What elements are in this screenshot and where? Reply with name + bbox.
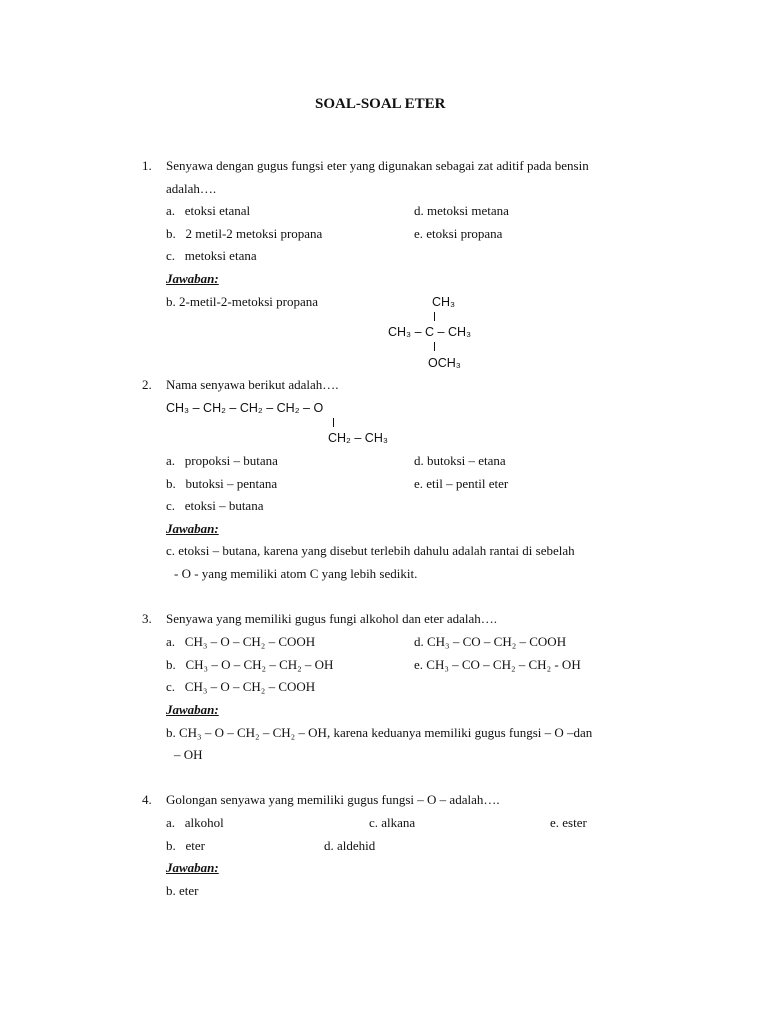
- answer-text: b. 2-metil-2-metoksi propana: [166, 294, 318, 309]
- question-text: Nama senyawa berikut adalah….: [166, 377, 339, 392]
- option-a: a. alkohol: [166, 815, 224, 830]
- question-number: 4.: [142, 792, 152, 807]
- answer-text: c. etoksi – butana, karena yang disebut terlebih dahulu adalah rantai di sebelah: [166, 543, 575, 558]
- formula-main: CH₃ – CH₂ – CH₂ – CH₂ – O: [166, 401, 324, 415]
- answer-text-cont: – OH: [174, 747, 203, 762]
- option-b: b. 2 metil-2 metoksi propana: [166, 226, 323, 241]
- question-number: 3.: [142, 611, 152, 626]
- option-c: c. etoksi – butana: [166, 498, 264, 513]
- question-number: 1.: [142, 158, 152, 173]
- option-d: d. aldehid: [324, 838, 376, 853]
- option-a: a. etoksi etanal: [166, 203, 251, 218]
- option-d: d. metoksi metana: [414, 203, 509, 218]
- answer-text: b. eter: [166, 883, 199, 898]
- option-e: e. etoksi propana: [414, 226, 503, 241]
- question-text: Senyawa dengan gugus fungsi eter yang digunakan sebagai zat aditif pada bensin: [166, 158, 589, 173]
- answer-label: Jawaban:: [166, 860, 219, 875]
- bond-line: [434, 312, 435, 321]
- structure-top: CH₃: [432, 295, 456, 309]
- option-e: e. CH₃ – CO – CH₂ – CH₂ - OH: [414, 657, 581, 672]
- answer-text-cont: - O - yang memiliki atom C yang lebih sedikit.: [174, 566, 418, 581]
- structure-bottom: OCH₃: [428, 356, 461, 370]
- option-b: b. CH₃ – O – CH₂ – CH₂ – OH: [166, 657, 334, 672]
- answer-label: Jawaban:: [166, 702, 219, 717]
- answer-label: Jawaban:: [166, 271, 219, 286]
- option-e: e. etil – pentil eter: [414, 476, 509, 491]
- question-text: Golongan senyawa yang memiliki gugus fungsi – O – adalah….: [166, 792, 500, 807]
- page-title: SOAL-SOAL ETER: [315, 96, 446, 112]
- question-text-cont: adalah….: [166, 181, 217, 196]
- bond-line: [434, 342, 435, 351]
- option-a: a. CH₃ – O – CH₂ – COOH: [166, 634, 316, 649]
- option-c: c. metoksi etana: [166, 248, 257, 263]
- question-number: 2.: [142, 377, 152, 392]
- answer-text: b. CH₃ – O – CH₂ – CH₂ – OH, karena keduanya memiliki gugus fungsi – O –dan: [166, 725, 593, 740]
- option-a: a. propoksi – butana: [166, 453, 278, 468]
- option-c: c. alkana: [369, 815, 416, 830]
- structure-middle: CH₃ – C – CH₃: [388, 325, 472, 339]
- option-d: d. CH₃ – CO – CH₂ – COOH: [414, 634, 567, 649]
- bond-line: [333, 418, 334, 427]
- formula-branch: CH₂ – CH₃: [328, 431, 388, 445]
- answer-label: Jawaban:: [166, 521, 219, 536]
- option-e: e. ester: [550, 815, 587, 830]
- option-b: b. eter: [166, 838, 205, 853]
- option-b: b. butoksi – pentana: [166, 476, 278, 491]
- question-text: Senyawa yang memiliki gugus fungi alkohol dan eter adalah….: [166, 611, 498, 626]
- option-d: d. butoksi – etana: [414, 453, 506, 468]
- option-c: c. CH₃ – O – CH₂ – COOH: [166, 679, 316, 694]
